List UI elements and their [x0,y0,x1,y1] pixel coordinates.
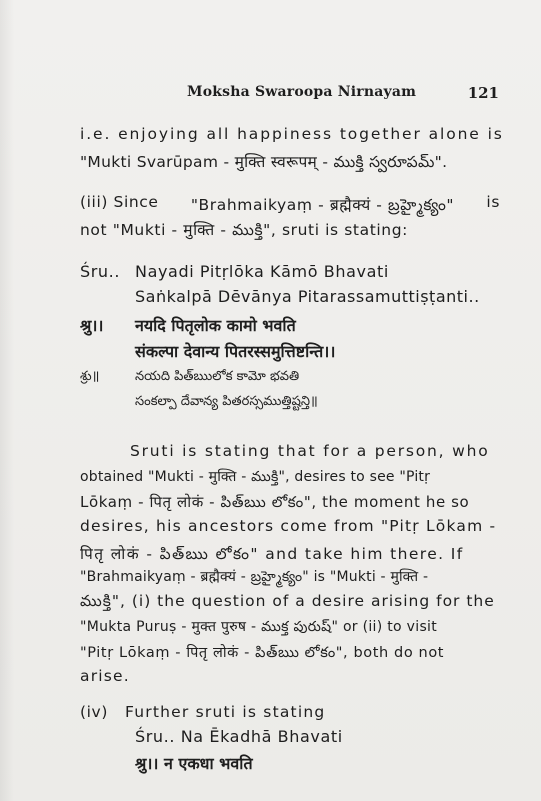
text-line-3-b: "Brahmaikyaṃ - ब्रह्मैक्यं - బ్రహ్మైక్యం" [190,196,455,214]
verse-2-line-1: नयदि पितृलोक कामो भवति [135,316,296,335]
text-line-4: not "Mukti - मुक्ति - ముక్తి", sruti is stating: [80,221,408,239]
para-line-6: "Brahmaikyaṃ - ब्रह्मैक्यं - బ్రహ్మైక్యం" is "Mukti - मुक्ति - [80,569,429,585]
verse-4-line-2: श्रु।। न एकधा भवति [135,754,253,773]
para-line-7: ముక్తి", (i) the question of a desire arising for the [80,592,495,610]
page-crease [0,0,14,801]
verse-3-line-2: సంకల్పా దేవాన్య పితరస్సముత్తిష్టన్తి॥ [135,394,318,409]
para-line-3: Lōkaṃ - पितृ लोकं - పిత్ఋ లోకం", the moment he so [80,493,470,511]
para-line-5: पितृ लोकं - పిత్ఋ లోకం" and take him there. If [80,545,464,563]
text-line-3-c: is [486,193,500,211]
text-line-3-a: (iii) Since [80,193,159,211]
verse-2-label: श्रु।। [80,316,104,335]
verse-3-line-1: నయది పిత్ఋలోక కామో భవతి [135,369,300,384]
verse-1-line-2: Saṅkalpā Dēvānya Pitarassamuttiṣṭanti.. [135,287,480,306]
text-line-2: "Mukti Svarūpam - मुक्ति स्वरूपम् - ముక్తి స్వరూపమ్". [80,153,448,171]
verse-1-line-1: Nayadi Pitṛlōka Kāmō Bhavati [135,262,389,281]
item-iv-text: Further sruti is stating [125,703,326,721]
verse-3-label: శ్రు॥ [80,369,100,384]
verse-4-line-1: Śru.. Na Ēkadhā Bhavati [135,727,343,746]
verse-1-label: Śru.. [80,262,121,281]
para-line-9: "Pitṛ Lōkaṃ - पितृ लोकं - పిత్ఋ లోకం", both do not [80,645,445,661]
para-line-4: desires, his ancestors come from "Pitṛ Lōkam - [80,517,497,535]
para-line-1: Sruti is stating that for a person, who [130,442,490,460]
para-line-10: arise. [80,667,130,685]
para-line-2: obtained "Mukti - मुक्ति - ముక్తి", desires to see "Pitṛ [80,469,431,485]
text-line-3 [80,193,500,218]
header-title: Moksha Swaroopa Nirnayam [187,84,417,100]
running-header [0,84,541,106]
text-line-1: i.e. enjoying all happiness together alone is [80,125,504,143]
page-number: 121 [467,84,499,102]
para-line-8: "Mukta Puruṣ - मुक्त पुरुष - ముక్త పురుష్" or (ii) to visit [80,619,438,635]
verse-2-line-2: संकल्पा देवान्य पितरस्समुत्तिष्टन्ति।। [135,342,336,361]
item-iv-label: (iv) [80,703,108,721]
